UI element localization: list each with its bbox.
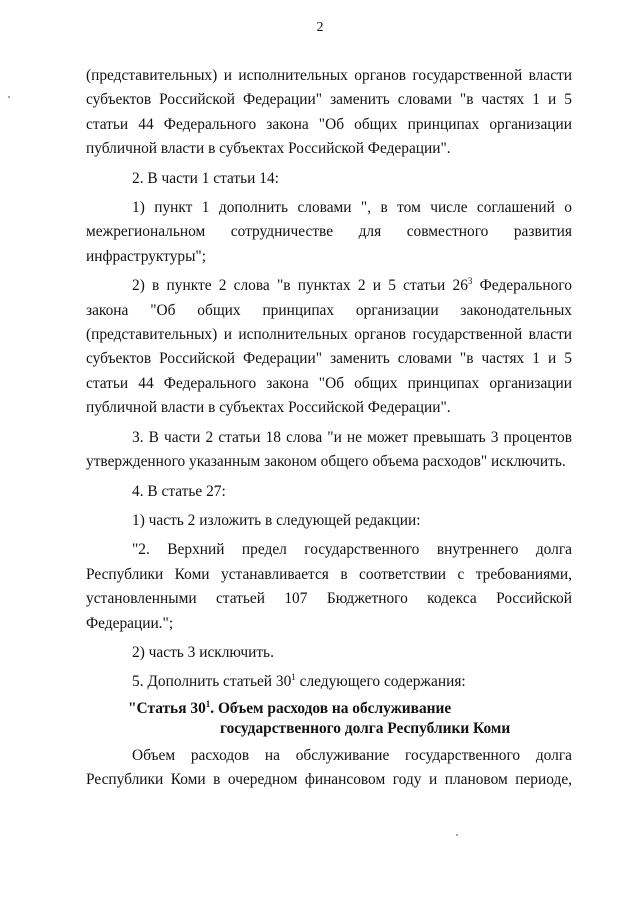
- paragraph-article-text: Объем расходов на обслуживание государственного долга Республики Коми в очередном финансовом году и плановом периоде,: [86, 746, 572, 789]
- paragraph-amendment-continuation: (представительных) и исполнительных органов государственной власти субъектов Российской Федерации" заменить словами "в частях 1 и 5 статьи 44 Федерального закона "Об общих принципах организации публичной власти в субъектах Российской Федерации".: [86, 67, 572, 158]
- scan-speck: [456, 834, 458, 836]
- paragraph-item-2: 2. В части 1 статьи 14:: [132, 169, 279, 187]
- paragraph-item-3: 3. В части 2 статьи 18 слова "и не может превышать 3 процентов утвержденного указанным законом общего объема расходов" исключить.: [86, 428, 572, 471]
- paragraph-item-4-sub-1: 1) часть 2 изложить в следующей редакции:: [132, 511, 421, 529]
- superscript: 1: [291, 672, 296, 683]
- scan-speck: [8, 96, 10, 98]
- paragraph-subitem-2: [86, 274, 572, 420]
- paragraph-item-4-sub-2: 2) часть 3 исключить.: [132, 643, 274, 661]
- article-heading-line-2: государственного долга Республики Коми: [220, 719, 511, 737]
- article-heading-text-b: . Объем расходов на обслуживание: [210, 699, 452, 717]
- superscript: 3: [467, 276, 473, 287]
- paragraph-quoted-part-2: "2. Верхний предел государственного внутреннего долга Республики Коми устанавливается в соответствии с требованиями, установленными статьей 107 Бюджетного кодекса Российской Федерации.";: [86, 541, 572, 632]
- page-number: 2: [316, 20, 324, 35]
- superscript: 1: [205, 698, 211, 709]
- paragraph-subitem-2-text-b: Федерального закона "Об общих принципах организации законодательных (представительных) и исполнительных органов государственной власти субъектов Российской Федерации" заменить словами "в частях 1 и 5 статьи 44 Федерального закона "Об общих принципах организации публичной власти в субъектах Российской Федерации".: [86, 277, 572, 417]
- paragraph-item-5: [86, 670, 572, 694]
- paragraph-item-5-text-a: 5. Дополнить статьей 30: [132, 673, 292, 691]
- paragraph-item-4: 4. В статье 27:: [132, 482, 226, 500]
- article-heading-text-a: "Статья 30: [128, 699, 206, 717]
- paragraph-subitem-1: 1) пункт 1 дополнить словами ", в том числе соглашений о межрегиональном сотрудничестве для совместного развития инфраструктуры";: [86, 199, 572, 265]
- article-heading-line-1: [86, 699, 572, 719]
- paragraph-subitem-2-text-a: 2) в пункте 2 слова "в пунктах 2 и 5 статьи 26: [132, 277, 468, 295]
- document-body: [86, 64, 572, 793]
- paragraph-item-5-text-b: следующего содержания:: [295, 673, 466, 691]
- article-heading: [86, 699, 572, 739]
